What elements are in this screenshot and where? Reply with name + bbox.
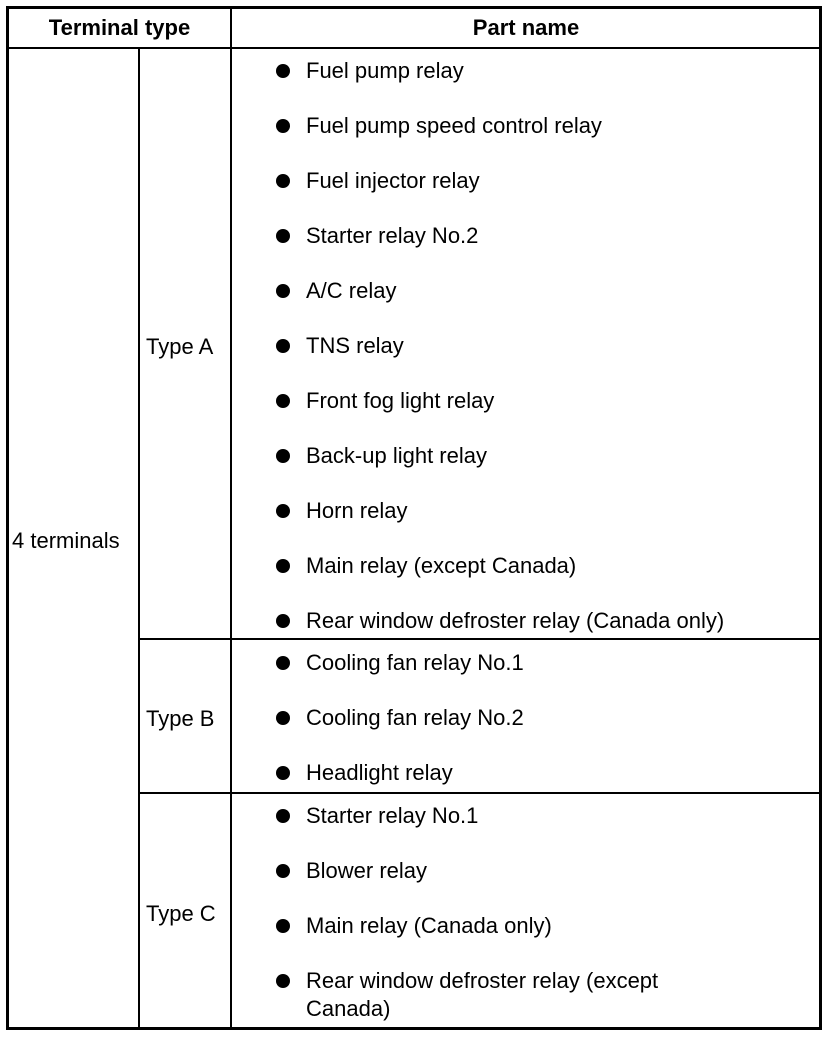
part-name: Fuel injector relay (306, 168, 480, 193)
bullet-icon (276, 559, 290, 573)
bullet-icon (276, 229, 290, 243)
bullet-icon (276, 119, 290, 133)
bullet-icon (276, 504, 290, 518)
list-item (276, 802, 479, 830)
list-item (276, 57, 464, 85)
part-name: A/C relay (306, 278, 397, 303)
col-divider-type (138, 48, 140, 1030)
part-name: Starter relay No.2 (306, 223, 479, 248)
type-c-label: Type C (146, 901, 216, 926)
bullet-icon (276, 339, 290, 353)
list-item (276, 332, 404, 360)
part-name: Horn relay (306, 498, 408, 523)
list-item (276, 912, 552, 940)
list-item (276, 552, 577, 580)
part-name: Main relay (except Canada) (306, 553, 577, 578)
part-name: Cooling fan relay No.1 (306, 650, 524, 675)
list-item (276, 167, 480, 195)
bullet-icon (276, 656, 290, 670)
type-a-label: Type A (146, 334, 214, 359)
list-item (276, 112, 602, 140)
bullet-icon (276, 974, 290, 988)
type-b-label: Type B (146, 706, 215, 731)
bullet-icon (276, 766, 290, 780)
part-name: Fuel pump relay (306, 58, 464, 83)
bullet-icon (276, 864, 290, 878)
part-name: Main relay (Canada only) (306, 913, 552, 938)
list-item (276, 649, 524, 677)
col-divider-main (230, 6, 232, 1030)
part-name: Headlight relay (306, 760, 453, 785)
list-item (276, 442, 487, 470)
row-divider-b-c (138, 792, 822, 794)
part-name: Blower relay (306, 858, 428, 883)
list-item (276, 607, 725, 635)
bullet-icon (276, 394, 290, 408)
bullet-icon (276, 64, 290, 78)
part-name: Fuel pump speed control relay (306, 113, 602, 138)
bullet-icon (276, 449, 290, 463)
part-name: Rear window defroster relay (except Canada) (306, 968, 659, 1021)
list-item (276, 387, 495, 415)
bullet-icon (276, 614, 290, 628)
part-name: Starter relay No.1 (306, 803, 479, 828)
row-divider-a-b (138, 638, 822, 640)
header-terminal-type: Terminal type (48, 15, 191, 40)
bullet-icon (276, 174, 290, 188)
list-item (276, 857, 428, 885)
part-name: TNS relay (306, 333, 404, 358)
part-name: Front fog light relay (306, 388, 495, 413)
bullet-icon (276, 809, 290, 823)
list-item (276, 277, 397, 305)
terminal-group-label: 4 terminals (12, 528, 120, 553)
list-item (276, 497, 408, 525)
list-item (276, 759, 453, 787)
bullet-icon (276, 711, 290, 725)
list-item (276, 967, 716, 1023)
bullet-icon (276, 919, 290, 933)
list-item (276, 222, 479, 250)
header-part-name: Part name (472, 15, 580, 40)
part-name: Cooling fan relay No.2 (306, 705, 524, 730)
header-divider (6, 47, 822, 49)
part-name: Back-up light relay (306, 443, 487, 468)
part-name: Rear window defroster relay (Canada only) (306, 608, 725, 633)
bullet-icon (276, 284, 290, 298)
list-item (276, 704, 524, 732)
